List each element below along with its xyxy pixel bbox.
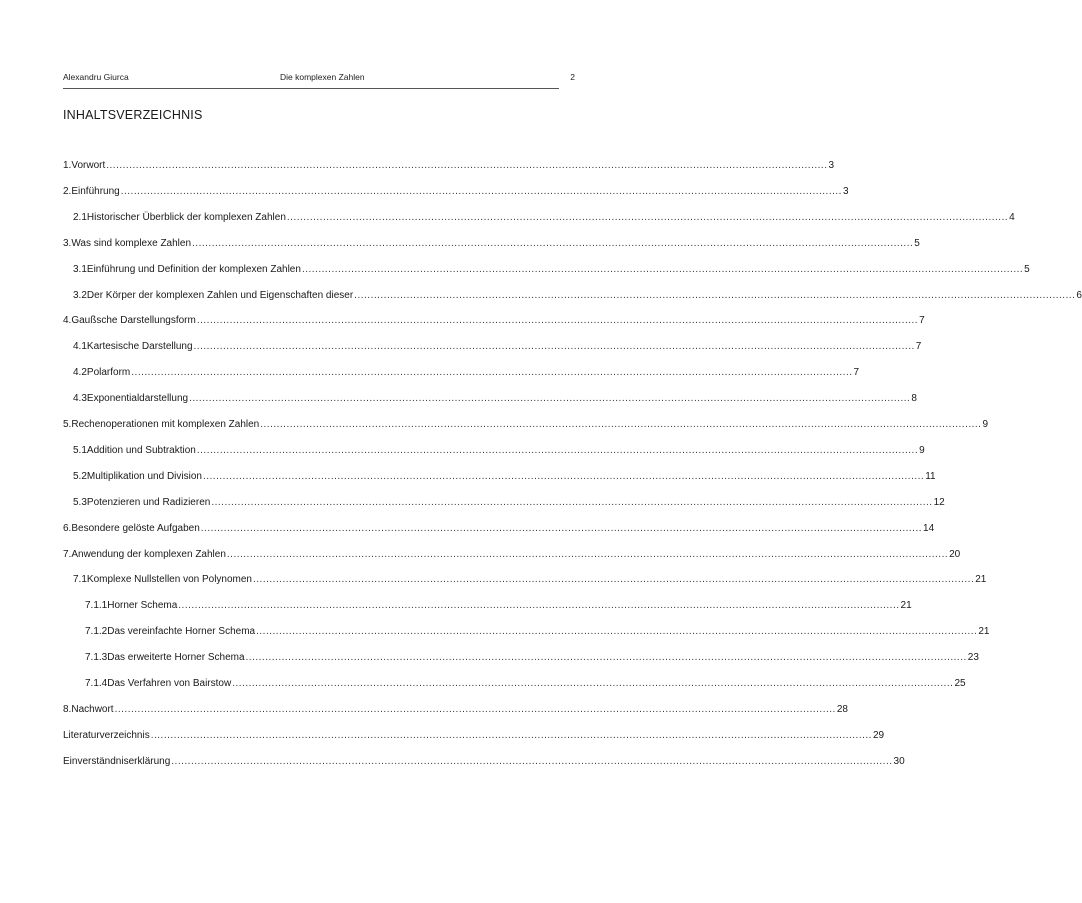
toc-dot-leader: ............................................................................................................................................................................................................................ <box>211 496 933 508</box>
toc-dot-leader: ............................................................................................................................................................................................................................ <box>114 703 836 715</box>
toc-entry-number: 7.1.3 <box>85 652 108 664</box>
toc-dot-leader: ............................................................................................................................................................................................................................ <box>106 160 828 171</box>
toc-entry-title: Der Körper der komplexen Zahlen und Eigenschaften dieser <box>86 289 354 301</box>
toc-entry-title: Einführung <box>71 185 120 197</box>
toc-dot-leader: ............................................................................................................................................................................................................................ <box>226 548 949 560</box>
toc-entry[interactable] <box>63 702 848 718</box>
toc-entry-title: Vorwort <box>71 160 106 171</box>
toc-entry-page: 25 <box>954 678 966 689</box>
toc-entry[interactable] <box>73 572 987 588</box>
toc-entry-page: 7 <box>915 341 922 353</box>
toc-entry-page: 23 <box>967 652 979 664</box>
toc-entry-page: 8 <box>911 393 917 405</box>
toc-entry-page: 3 <box>842 185 849 197</box>
toc-entry-page: 30 <box>893 755 905 767</box>
toc-entry-number: 5.2 <box>73 470 87 482</box>
toc-entry-page: 9 <box>919 444 925 456</box>
toc-entry[interactable] <box>85 598 912 614</box>
toc-entry-title: Gaußsche Darstellungsform <box>71 315 196 327</box>
toc-dot-leader: ............................................................................................................................................................................................................................ <box>245 652 967 664</box>
toc-entry-page: 7 <box>853 367 860 379</box>
toc-entry-number: 7. <box>63 548 72 560</box>
toc-entry-title: Kartesische Darstellung <box>86 341 193 353</box>
toc-entry[interactable] <box>73 339 922 355</box>
toc-entry-page: 4 <box>1009 211 1015 223</box>
toc-entry[interactable] <box>73 210 1015 226</box>
toc-dot-leader: ............................................................................................................................................................................................................................ <box>192 237 914 249</box>
toc-entry-number: 5. <box>63 419 72 430</box>
toc-entry-title: Das erweiterte Horner Schema <box>107 652 245 664</box>
toc-dot-leader: ............................................................................................................................................................................................................................ <box>171 755 893 767</box>
toc-dot-leader: ............................................................................................................................................................................................................................ <box>286 211 1009 223</box>
toc-entry[interactable] <box>85 676 966 692</box>
toc-entry-number: 6. <box>63 522 72 534</box>
toc-entry-title: Was sind komplexe Zahlen <box>71 237 192 249</box>
toc-dot-leader: ............................................................................................................................................................................................................................ <box>200 522 923 534</box>
toc-entry-page: 12 <box>933 496 945 508</box>
toc-entry-title: Potenzieren und Radizieren <box>86 496 211 508</box>
toc-entry-title: Nachwort <box>71 703 114 715</box>
toc-entry-title: Polarform <box>86 367 131 379</box>
toc-entry-title: Addition und Subtraktion <box>86 444 196 456</box>
toc-entry-title: Exponentialdarstellung <box>86 393 189 405</box>
toc-entry[interactable] <box>63 158 835 174</box>
toc-entry[interactable] <box>63 313 925 329</box>
toc-entry-number: 7.1 <box>73 574 87 586</box>
toc-entry-title: Historischer Überblick der komplexen Zahlen <box>86 211 286 223</box>
toc-entry-page: 28 <box>836 703 848 715</box>
toc-entry-number: 3. <box>63 237 72 249</box>
toc-dot-leader: ............................................................................................................................................................................................................................ <box>232 678 954 689</box>
toc-entry-page: 5 <box>914 237 920 249</box>
toc-entry[interactable] <box>85 624 990 640</box>
toc-entry-title: Horner Schema <box>107 600 178 612</box>
toc-entry[interactable] <box>63 754 905 770</box>
toc-entry-title: Komplexe Nullstellen von Polynomen <box>86 574 252 586</box>
toc-dot-leader: ............................................................................................................................................................................................................................ <box>260 419 982 430</box>
toc-entry-number: 3.1 <box>73 263 87 275</box>
toc-entry-title: Anwendung der komplexen Zahlen <box>71 548 226 560</box>
toc-entry-number: 5.1 <box>73 444 87 456</box>
toc-entry-number: 4.3 <box>73 393 87 405</box>
toc-entry[interactable] <box>73 495 945 511</box>
toc-entry-number: 7.1.2 <box>85 626 108 638</box>
toc-dot-leader: ............................................................................................................................................................................................................................ <box>196 315 919 327</box>
toc-entry-page: 14 <box>923 522 935 534</box>
toc-entry-page: 21 <box>975 574 987 586</box>
toc-entry[interactable] <box>63 521 935 537</box>
toc-entry[interactable] <box>63 547 961 563</box>
toc-entry[interactable] <box>63 728 885 744</box>
toc-entry-number: 3.2 <box>73 289 87 301</box>
toc-entry-page: 5 <box>1024 263 1030 275</box>
header-page-number: 2 <box>570 72 575 82</box>
toc-entry-title: Multiplikation und Division <box>86 470 202 482</box>
header-divider <box>63 88 559 89</box>
toc-dot-leader: ............................................................................................................................................................................................................................ <box>189 393 911 405</box>
toc-entry-page: 11 <box>925 470 936 482</box>
toc-entry-page: 7 <box>919 315 925 327</box>
header-title: Die komplexen Zahlen <box>280 72 365 82</box>
toc-entry-title: Das vereinfachte Horner Schema <box>107 626 256 638</box>
toc-dot-leader: ............................................................................................................................................................................................................................ <box>354 289 1076 301</box>
toc-entry-page: 29 <box>872 729 885 741</box>
toc-entry[interactable] <box>73 365 860 381</box>
toc-entry[interactable] <box>63 184 849 200</box>
toc-entry-page: 21 <box>900 600 912 612</box>
toc-entry-title: Literaturverzeichnis <box>63 729 150 741</box>
toc-entry-number: 7.1.4 <box>85 678 108 689</box>
toc-entry-page: 21 <box>978 626 990 638</box>
toc-dot-leader: ............................................................................................................................................................................................................................ <box>301 263 1024 275</box>
toc-entry[interactable] <box>63 236 920 252</box>
toc-dot-leader: ............................................................................................................................................................................................................................ <box>150 729 872 741</box>
toc-entry-page: 20 <box>949 548 961 560</box>
toc-entry-page: 6 <box>1076 289 1082 301</box>
toc-dot-leader: ............................................................................................................................................................................................................................ <box>253 574 975 586</box>
toc-entry-title: Einführung und Definition der komplexen Zahlen <box>86 263 301 275</box>
toc-entry-number: 2.1 <box>73 211 87 223</box>
toc-entry-page: 9 <box>982 419 989 430</box>
toc-entry-number: 4.1 <box>73 341 87 353</box>
header-author: Alexandru Giurca <box>63 72 129 82</box>
toc-entry-number: 7.1.1 <box>85 600 108 612</box>
page-header <box>63 72 575 86</box>
toc-entry-title: Das Verfahren von Bairstow <box>107 678 232 689</box>
toc-entry-number: 5.3 <box>73 496 87 508</box>
toc-entry[interactable] <box>85 650 979 666</box>
toc-entry-title: Einverständniserklärung <box>63 755 171 767</box>
toc-entry[interactable] <box>73 391 917 407</box>
toc-entry[interactable] <box>73 288 1082 304</box>
toc-entry[interactable] <box>63 417 989 433</box>
toc-heading: INHALTSVERZEICHNIS <box>63 108 203 122</box>
toc-entry-number: 8. <box>63 703 72 715</box>
toc-entry-number: 1. <box>63 160 72 171</box>
toc-entry[interactable] <box>73 469 936 485</box>
toc-entry-page: 3 <box>828 160 835 171</box>
toc-entry-title: Besondere gelöste Aufgaben <box>71 522 200 534</box>
toc-dot-leader: ............................................................................................................................................................................................................................ <box>178 600 900 612</box>
toc-dot-leader: ............................................................................................................................................................................................................................ <box>131 367 853 379</box>
toc-entry-number: 2. <box>63 185 72 197</box>
toc-entry-number: 4. <box>63 315 72 327</box>
toc-dot-leader: ............................................................................................................................................................................................................................ <box>120 185 842 197</box>
toc-dot-leader: ............................................................................................................................................................................................................................ <box>193 341 915 353</box>
toc-entry-title: Rechenoperationen mit komplexen Zahlen <box>71 419 260 430</box>
toc-dot-leader: ............................................................................................................................................................................................................................ <box>202 470 925 482</box>
toc-entry-number: 4.2 <box>73 367 87 379</box>
toc-dot-leader: ............................................................................................................................................................................................................................ <box>256 626 978 638</box>
toc-entry[interactable] <box>73 443 925 459</box>
toc-entry[interactable] <box>73 262 1030 278</box>
toc-dot-leader: ............................................................................................................................................................................................................................ <box>196 444 919 456</box>
